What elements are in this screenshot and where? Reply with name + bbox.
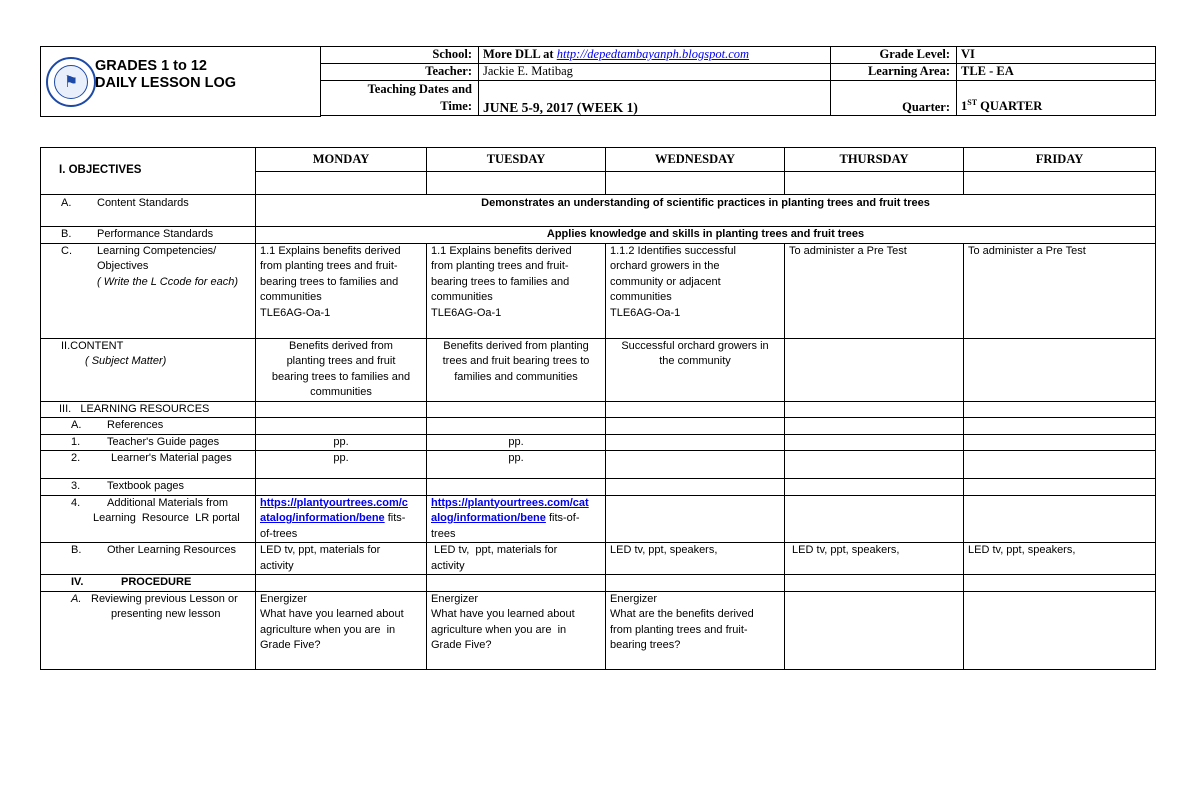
learners-material-monday: pp. — [256, 451, 427, 479]
title-line-1: GRADES 1 to 12 — [95, 58, 207, 74]
learners-material-tuesday: pp. — [427, 451, 606, 479]
quarter-number: 1 — [961, 99, 968, 114]
blank-cell — [256, 172, 427, 195]
blank-cell — [785, 434, 964, 451]
link-tail: fits-of- — [545, 512, 580, 524]
competencies-letter: C. — [61, 244, 72, 257]
content-thursday — [785, 338, 964, 401]
competencies-thursday: To administer a Pre Test — [785, 243, 964, 338]
blank-cell — [427, 401, 606, 418]
textbook-row — [41, 479, 1156, 496]
review-question: from planting trees and fruit- — [610, 623, 748, 636]
content-line: the community — [659, 355, 731, 367]
other-resources-letter: B. — [71, 544, 82, 556]
competency-line: communities — [610, 291, 672, 303]
content-standards-letter: A. — [61, 197, 72, 209]
review-question: agriculture when you are in — [260, 623, 396, 636]
content-subheading: ( Subject Matter) — [85, 355, 167, 367]
quarter-value — [957, 81, 1156, 116]
school-value — [479, 47, 831, 64]
competency-line: communities — [431, 291, 493, 303]
school-link[interactable]: http://depedtambayanph.blogspot.com — [556, 47, 750, 61]
content-standards-label — [41, 195, 256, 227]
plantyourtrees-link[interactable]: https://plantyourtrees.com/c — [260, 496, 408, 509]
procedure-heading-row — [41, 575, 1156, 592]
blank-cell — [256, 418, 427, 435]
plantyourtrees-link[interactable]: https://plantyourtrees.com/cat — [431, 496, 589, 509]
resource-line: LED tv, ppt, materials for — [431, 544, 558, 556]
review-question: What have you learned about — [260, 608, 404, 620]
textbook-number: 3. — [71, 480, 81, 492]
blank-cell — [964, 479, 1156, 496]
performance-standards-value: Applies knowledge and skills in planting trees and fruit trees — [256, 227, 1156, 244]
content-tuesday — [427, 338, 606, 401]
review-tuesday — [427, 591, 606, 669]
review-line-1: Reviewing previous Lesson or — [91, 592, 238, 605]
blank-cell — [427, 479, 606, 496]
procedure-number: IV. — [71, 576, 84, 588]
blank-cell — [785, 591, 964, 669]
teacher-value: Jackie E. Matibag — [479, 64, 831, 81]
blank-cell — [256, 575, 427, 592]
blank-cell — [785, 495, 964, 543]
learners-material-label — [41, 451, 256, 479]
content-monday — [256, 338, 427, 401]
references-letter: A. — [71, 419, 82, 431]
blank-cell — [256, 479, 427, 496]
competency-line: from planting trees and fruit- — [260, 260, 398, 272]
content-friday — [964, 338, 1156, 401]
competencies-line-1: Learning Competencies/ — [97, 244, 217, 257]
review-question: What are the benefits derived — [610, 608, 754, 620]
procedure-text: PROCEDURE — [121, 576, 192, 588]
seal-emblem-icon: ⚑ — [54, 65, 88, 99]
additional-materials-row — [41, 495, 1156, 543]
day-wednesday: WEDNESDAY — [606, 148, 785, 172]
learners-material-row — [41, 451, 1156, 479]
blank-cell — [964, 495, 1156, 543]
content-heading: II.CONTENT — [61, 339, 124, 352]
day-friday: FRIDAY — [964, 148, 1156, 172]
plantyourtrees-link[interactable]: alog/information/bene — [431, 512, 546, 524]
competencies-wednesday — [606, 243, 785, 338]
review-activity: Energizer — [610, 592, 658, 605]
blank-cell — [964, 451, 1156, 479]
competencies-row — [41, 243, 1156, 338]
blank-cell — [785, 401, 964, 418]
day-monday: MONDAY — [256, 148, 427, 172]
quarter-word: QUARTER — [977, 99, 1043, 114]
review-letter: A. — [71, 592, 82, 605]
competency-line: communities — [260, 291, 322, 303]
review-question: Grade Five? — [260, 639, 321, 651]
review-wednesday — [606, 591, 785, 669]
learning-area-label: Learning Area: — [831, 64, 957, 81]
review-row — [41, 591, 1156, 669]
content-line: Benefits derived from planting — [443, 339, 589, 352]
competency-line: community or adjacent — [610, 275, 721, 288]
title-box — [40, 46, 321, 117]
performance-standards-letter: B. — [61, 228, 72, 240]
content-line: bearing trees to families and — [271, 370, 411, 383]
performance-standards-text: Performance Standards — [97, 228, 214, 240]
learners-material-number: 2. — [71, 452, 81, 464]
review-label — [41, 591, 256, 669]
teaching-dates-label-2: Time: — [440, 99, 472, 113]
learning-area-value: TLE - EA — [957, 64, 1156, 81]
blank-cell — [606, 418, 785, 435]
blank-cell — [606, 434, 785, 451]
blank-cell — [964, 591, 1156, 669]
content-line: families and communities — [454, 370, 578, 383]
learners-material-text: Learner's Material pages — [111, 452, 232, 464]
additional-materials-tuesday — [427, 495, 606, 543]
additional-materials-number: 4. — [71, 496, 81, 509]
content-row — [41, 338, 1156, 401]
other-resources-friday: LED tv, ppt, speakers, — [964, 543, 1156, 575]
blank-cell — [427, 418, 606, 435]
quarter-superscript: ST — [967, 98, 978, 108]
review-monday — [256, 591, 427, 669]
objectives-heading: I. OBJECTIVES — [41, 148, 256, 195]
other-resources-tuesday — [427, 543, 606, 575]
competency-code: TLE6AG-Oa-1 — [431, 306, 502, 319]
link-tail: of-trees — [260, 527, 298, 540]
content-standards-row — [41, 195, 1156, 227]
blank-cell — [256, 401, 427, 418]
teachers-guide-label — [41, 434, 256, 451]
content-line: communities — [310, 386, 372, 398]
competencies-line-3: ( Write the L Ccode for each) — [97, 275, 239, 288]
blank-cell — [606, 495, 785, 543]
teacher-label: Teacher: — [321, 64, 479, 81]
references-label — [41, 418, 256, 435]
title-line-2: DAILY LESSON LOG — [95, 75, 236, 91]
teachers-guide-text: Teacher's Guide pages — [107, 435, 220, 448]
blank-cell — [785, 418, 964, 435]
blank-cell — [606, 479, 785, 496]
teaching-dates-label — [321, 81, 479, 116]
performance-standards-row — [41, 227, 1156, 244]
review-question: bearing trees? — [610, 639, 681, 651]
competency-line: from planting trees and fruit- — [431, 260, 569, 272]
blank-cell — [427, 575, 606, 592]
competencies-monday — [256, 243, 427, 338]
header-table — [320, 46, 1156, 116]
days-row — [41, 148, 1156, 172]
content-line: trees and fruit bearing trees to — [442, 355, 590, 367]
resources-heading-row — [41, 401, 1156, 418]
review-activity: Energizer — [431, 592, 479, 605]
other-resources-row — [41, 543, 1156, 575]
teachers-guide-tuesday: pp. — [427, 434, 606, 451]
resource-line: LED tv, ppt, materials for — [260, 544, 381, 556]
additional-materials-line-1: Additional Materials from — [107, 496, 229, 509]
blank-cell — [964, 434, 1156, 451]
content-line: Successful orchard growers in — [621, 339, 769, 352]
quarter-label: Quarter: — [831, 81, 957, 116]
content-standards-value: Demonstrates an understanding of scientific practices in planting trees and fruit trees — [256, 195, 1156, 227]
blank-cell — [606, 451, 785, 479]
resource-line: activity — [260, 559, 294, 572]
blank-cell — [606, 575, 785, 592]
blank-cell — [964, 172, 1156, 195]
other-resources-thursday: LED tv, ppt, speakers, — [785, 543, 964, 575]
competency-line: 1.1 Explains benefits derived — [431, 244, 572, 257]
content-wednesday — [606, 338, 785, 401]
competencies-label — [41, 243, 256, 338]
grade-level-value: VI — [957, 47, 1156, 64]
blank-cell — [785, 479, 964, 496]
teaching-dates-value: JUNE 5-9, 2017 (WEEK 1) — [479, 81, 831, 116]
other-resources-label — [41, 543, 256, 575]
competency-line: 1.1 Explains benefits derived — [260, 244, 401, 257]
day-tuesday: TUESDAY — [427, 148, 606, 172]
competency-line: bearing trees to families and — [260, 275, 399, 288]
competencies-line-2: Objectives — [97, 260, 149, 272]
performance-standards-label — [41, 227, 256, 244]
review-question: Grade Five? — [431, 639, 492, 651]
competencies-friday: To administer a Pre Test — [964, 243, 1156, 338]
blank-cell — [964, 418, 1156, 435]
additional-materials-label — [41, 495, 256, 543]
resource-line: activity — [431, 559, 465, 572]
competency-line: 1.1.2 Identifies successful — [610, 244, 736, 257]
school-prefix: More DLL at — [483, 47, 557, 61]
blank-cell — [964, 401, 1156, 418]
school-label: School: — [321, 47, 479, 64]
link-tail: fits- — [384, 512, 406, 524]
blank-cell — [785, 172, 964, 195]
day-thursday: THURSDAY — [785, 148, 964, 172]
teachers-guide-row — [41, 434, 1156, 451]
blank-cell — [606, 401, 785, 418]
other-resources-wednesday: LED tv, ppt, speakers, — [606, 543, 785, 575]
teaching-dates-label-1: Teaching Dates and — [367, 82, 472, 96]
content-standards-text: Content Standards — [97, 197, 189, 209]
textbook-label — [41, 479, 256, 496]
references-row — [41, 418, 1156, 435]
textbook-text: Textbook pages — [107, 480, 185, 492]
other-resources-monday — [256, 543, 427, 575]
references-text: References — [107, 419, 164, 431]
review-question: What have you learned about — [431, 608, 575, 620]
competencies-tuesday — [427, 243, 606, 338]
link-tail: trees — [431, 527, 456, 540]
competency-line: bearing trees to families and — [431, 275, 570, 288]
competency-code: TLE6AG-Oa-1 — [260, 306, 331, 319]
deped-seal-icon — [46, 57, 96, 107]
lesson-log-table — [40, 147, 1156, 670]
additional-materials-monday — [256, 495, 427, 543]
blank-cell — [785, 575, 964, 592]
review-question: agriculture when you are in — [431, 623, 567, 636]
document-title — [95, 58, 236, 92]
blank-cell — [785, 451, 964, 479]
procedure-heading — [41, 575, 256, 592]
content-label — [41, 338, 256, 401]
teachers-guide-monday: pp. — [256, 434, 427, 451]
blank-cell — [427, 172, 606, 195]
content-line: Benefits derived from — [289, 339, 393, 352]
resources-heading: III. LEARNING RESOURCES — [41, 401, 256, 418]
competency-code: TLE6AG-Oa-1 — [610, 306, 681, 319]
blank-cell — [606, 172, 785, 195]
teachers-guide-number: 1. — [71, 435, 81, 448]
review-activity: Energizer — [260, 592, 308, 605]
grade-level-label: Grade Level: — [831, 47, 957, 64]
blank-cell — [964, 575, 1156, 592]
additional-materials-line-2: Learning Resource LR portal — [93, 512, 240, 524]
content-line: planting trees and fruit — [286, 355, 396, 367]
review-line-2: presenting new lesson — [111, 608, 221, 620]
other-resources-text: Other Learning Resources — [107, 544, 237, 556]
plantyourtrees-link[interactable]: atalog/information/bene — [260, 512, 385, 524]
competency-line: orchard growers in the — [610, 260, 720, 272]
